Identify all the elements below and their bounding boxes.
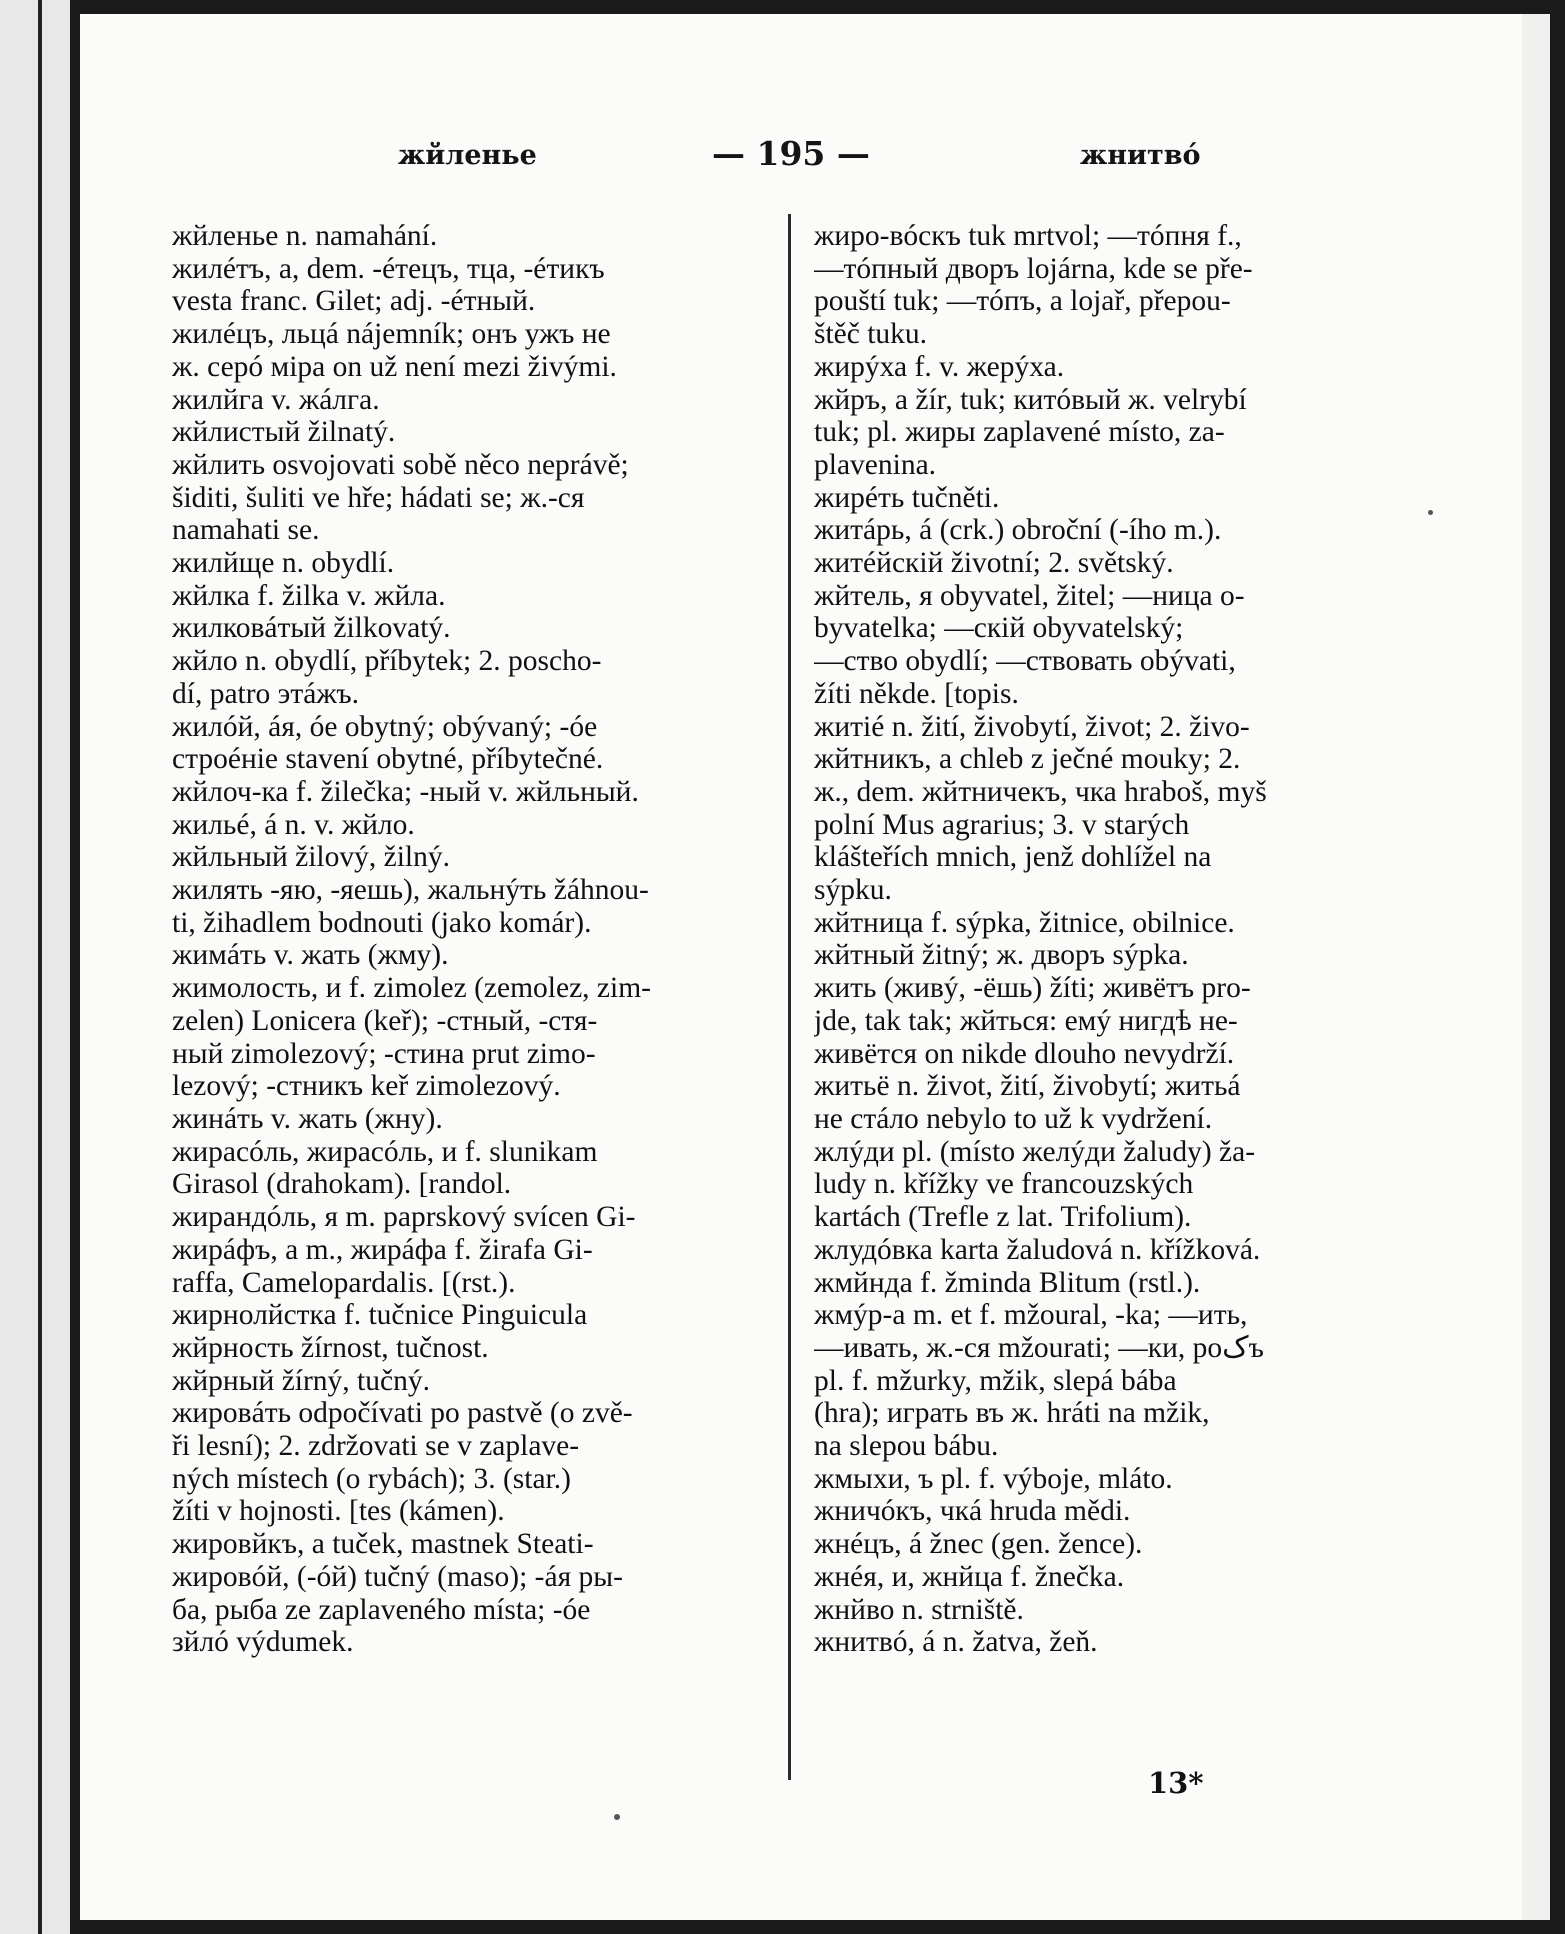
dictionary-line: жйло n. obydlí, příbytek; 2. poscho-: [172, 645, 602, 678]
dictionary-line: (hra); играть въ ж. hráti na mžik,: [814, 1397, 1210, 1430]
dictionary-line: жйрность žírnost, tučnost.: [172, 1331, 489, 1364]
dictionary-line: ж., dem. жйтничекъ, чка hraboš, myš: [814, 775, 1267, 808]
column-divider: [788, 214, 791, 1780]
header-last-headword: жнитвó: [1080, 140, 1201, 171]
dictionary-line: жмыхи, ъ pl. f. výboje, mláto.: [814, 1462, 1173, 1495]
dictionary-line: жирáфъ, a m., жирáфа f. žirafa Gi-: [172, 1233, 593, 1266]
dictionary-line: жилóй, áя, óе obytný; obývaný; -óе: [172, 710, 598, 743]
dictionary-line: жйтникъ, a chleb z ječné mouky; 2.: [814, 743, 1241, 776]
dictionary-line: zelen) Lonicera (keř); -стный, -стя-: [172, 1004, 598, 1037]
dictionary-line: жимáть v. жать (жму).: [172, 939, 449, 972]
dictionary-line: na slepou bábu.: [814, 1430, 999, 1463]
dictionary-line: жирнолйстка f. tučnice Pinguicula: [172, 1299, 588, 1332]
dictionary-line: жимолость, и f. zimolez (zemolez, zim-: [172, 972, 651, 1005]
right-column: [814, 220, 1482, 1659]
dictionary-line: —ивать, ж.-ся mžourati; —ки, роکъ: [814, 1331, 1264, 1364]
dictionary-line: жйленье n. namahání.: [172, 220, 438, 252]
dictionary-line: не стáло nebylo to už k vydržení.: [814, 1102, 1213, 1135]
dictionary-line: жйлка f. žilka v. жйла.: [172, 579, 446, 612]
dictionary-line: klášteřích mnich, jenž dohlížel na: [814, 841, 1212, 874]
dictionary-line: жмйнда f. žminda Blitum (rstl.).: [814, 1266, 1201, 1299]
dictionary-line: жилéцъ, льцá nájemník; онъ ужъ не: [172, 318, 611, 351]
dictionary-line: жилйще n. obydlí.: [172, 547, 395, 580]
dictionary-line: жировóй, (-óй) tučný (maso); -áя ры-: [172, 1560, 623, 1593]
book-spine: [38, 0, 42, 1934]
dictionary-line: жнéцъ, á žnec (gen. žence).: [814, 1528, 1143, 1561]
page-number: — 195 —: [712, 134, 870, 173]
dictionary-line: tuk; pl. жиры zaplavené místo, za-: [814, 416, 1225, 449]
dictionary-line: жирýха f. v. жерýха.: [814, 350, 1065, 383]
dictionary-line: жилять -яю, -яешь), жальнýть žáhnou-: [172, 874, 649, 907]
dictionary-line: šiditi, šuliti ve hře; hádati se; ж.-ся: [172, 481, 585, 514]
dictionary-line: жировáть odpočívati po pastvě (o zvě-: [172, 1397, 633, 1430]
dictionary-line: жирандóль, я m. paprskový svícen Gi-: [172, 1201, 636, 1234]
dictionary-page: [80, 14, 1550, 1920]
dictionary-line: Girasol (drahokam). [randol.: [172, 1168, 512, 1201]
dictionary-line: жйлоч-ка f. žilečka; -ный v. жйльный.: [172, 775, 639, 808]
dictionary-line: жильé, á n. v. жйло.: [172, 808, 415, 841]
dictionary-line: живётся on nikde dlouho nevydrží.: [814, 1037, 1235, 1070]
dictionary-line: žíti někde. [topis.: [814, 677, 1019, 710]
dictionary-line: жиро-вóскъ tuk mrtvol; —тóпня f.,: [814, 220, 1242, 252]
sheet-signature: 13*: [1148, 1766, 1204, 1800]
dictionary-line: jde, tak tak; жйться: емý нигдѣ не-: [814, 1004, 1238, 1037]
dictionary-line: namahati se.: [172, 514, 320, 547]
dictionary-line: ludy n. křížky ve francouzských: [814, 1168, 1194, 1201]
dictionary-line: ный zimolezový; -стина prut zimo-: [172, 1037, 596, 1070]
dictionary-line: жирасóль, жирасóль, и f. slunikam: [172, 1135, 598, 1168]
dictionary-line: жилковáтый žilkovatý.: [172, 612, 451, 645]
dictionary-line: жирéть tučněti.: [814, 481, 1000, 514]
dictionary-line: ба, рыба ze zaplaveného místa; -óе: [172, 1593, 591, 1626]
dictionary-line: жничóкъ, чкá hruda mědi.: [814, 1495, 1131, 1528]
dictionary-line: житіé n. žití, živobytí, život; 2. živo-: [814, 710, 1250, 743]
dictionary-line: žíti v hojnosti. [tes (kámen).: [172, 1495, 505, 1528]
dictionary-line: жйтный žitný; ж. дворъ sýpka.: [814, 939, 1189, 972]
left-page-edge: [0, 0, 70, 1934]
dictionary-line: жйлистый žilnatý.: [172, 416, 396, 449]
dictionary-line: жнéя, и, жнйца f. žnečka.: [814, 1560, 1125, 1593]
dictionary-line: жйтель, я obyvatel, žitel; —ница o-: [814, 579, 1245, 612]
running-header: [80, 134, 1550, 180]
dictionary-line: жйтница f. sýpka, žitnice, obilnice.: [814, 906, 1235, 939]
dictionary-line: жилйга v. жáлга.: [172, 383, 380, 416]
dictionary-line: ж. серó міра on už není mezi živými.: [172, 350, 617, 383]
dictionary-line: pl. f. mžurky, mžik, slepá bába: [814, 1364, 1177, 1397]
dictionary-line: polní Mus agrarius; 3. v starých: [814, 808, 1190, 841]
dictionary-line: жмýр-a m. et f. mžoural, -ka; —ить,: [814, 1299, 1248, 1332]
dictionary-line: жйльный žilový, žilný.: [172, 841, 450, 874]
dictionary-line: sýpku.: [814, 874, 892, 907]
dictionary-line: жйръ, a žír, tuk; китóвый ж. velrybí: [814, 383, 1247, 416]
dictionary-line: жйрный žírný, tučný.: [172, 1364, 430, 1397]
dictionary-line: житьё n. život, žití, živobytí; житьá: [814, 1070, 1241, 1103]
dictionary-line: ři lesní); 2. zdržovati se v zaplave-: [172, 1430, 580, 1463]
dictionary-line: ných místech (o rybách); 3. (star.): [172, 1462, 571, 1495]
dictionary-line: жнйво n. strniště.: [814, 1593, 1024, 1626]
dictionary-line: житéйскій životní; 2. světský.: [814, 547, 1174, 580]
dictionary-line: —ство obydlí; —ствовать obývati,: [814, 645, 1236, 678]
dictionary-line: raffa, Camelopardalis. [(rst.).: [172, 1266, 516, 1299]
dictionary-line: жилéтъ, a, dem. -éтецъ, тца, -éтикъ: [172, 252, 605, 285]
dictionary-line: жлýди pl. (místo желýди žaludy) ža-: [814, 1135, 1256, 1168]
dictionary-line: byvatelka; —скій obyvatelský;: [814, 612, 1184, 645]
dictionary-line: зйлó výdumek.: [172, 1626, 354, 1659]
dictionary-line: štěč tuku.: [814, 318, 928, 351]
dictionary-line: жлудóвка karta žaludová n. křížková.: [814, 1233, 1261, 1266]
dictionary-line: житáрь, á (crk.) obroční (-ího m.).: [814, 514, 1222, 547]
dictionary-line: pouští tuk; —тóпъ, a lojař, přepou-: [814, 285, 1231, 318]
left-column: [172, 220, 846, 1659]
dictionary-line: жйлить osvojovati sobě něco neprávě;: [172, 448, 629, 481]
dictionary-line: lezový; -стникъ keř zimolezový.: [172, 1070, 561, 1103]
dictionary-line: ti, žihadlem bodnouti (jako komár).: [172, 906, 592, 939]
dictionary-line: жинáть v. жать (жну).: [172, 1102, 443, 1135]
dictionary-line: plavenina.: [814, 448, 937, 481]
page-right-edge: [1522, 14, 1550, 1920]
dictionary-line: dí, patro этáжъ.: [172, 677, 359, 710]
dictionary-line: жнитвó, á n. žatva, žeň.: [814, 1626, 1098, 1659]
scan-speck: [1428, 510, 1433, 515]
dictionary-line: жировйкъ, a tuček, mastnek Steati-: [172, 1528, 594, 1561]
dictionary-line: kartách (Trefle z lat. Trifolium).: [814, 1201, 1192, 1234]
dictionary-line: жить (живý, -ёшь) žíti; живётъ pro-: [814, 972, 1251, 1005]
scan-speck: [614, 1814, 620, 1820]
header-first-headword: жйленье: [398, 140, 537, 171]
dictionary-line: строéніе stavení obytné, příbytečné.: [172, 743, 604, 776]
dictionary-line: vesta franc. Gilet; adj. -éтный.: [172, 285, 536, 318]
dictionary-line: —тóпный дворъ lojárna, kde se pře-: [814, 252, 1253, 285]
